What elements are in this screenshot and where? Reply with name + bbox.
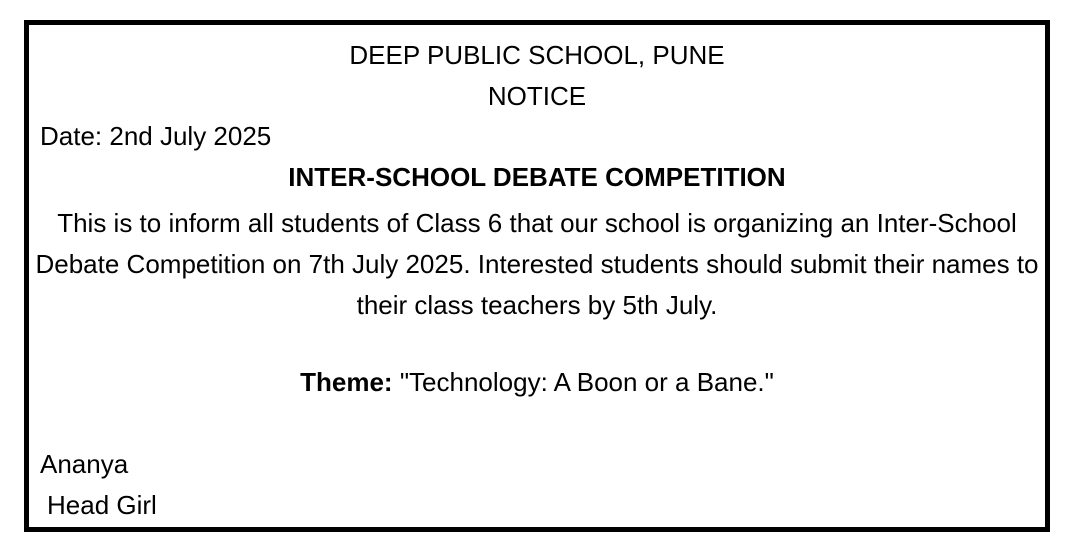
notice-date: Date: 2nd July 2025 [40,121,272,151]
notice-title: INTER-SCHOOL DEBATE COMPETITION [288,162,786,192]
notice-heading: NOTICE [487,81,587,111]
notice-body: This is to inform all students of Class 6 that our school is organizing an Inter-School Debate Competition on 7th July 2025. Interested students should submit their names to their class teachers by 5th July. [35,208,1039,320]
theme-label: Theme: [300,367,393,397]
theme-line [29,367,1045,397]
theme-value: "Technology: A Boon or a Bane." [392,367,774,397]
signer-name: Ananya [40,449,129,479]
signer-role: Head Girl [47,490,157,520]
notice-box [24,20,1050,532]
school-name: DEEP PUBLIC SCHOOL, PUNE [349,40,725,70]
